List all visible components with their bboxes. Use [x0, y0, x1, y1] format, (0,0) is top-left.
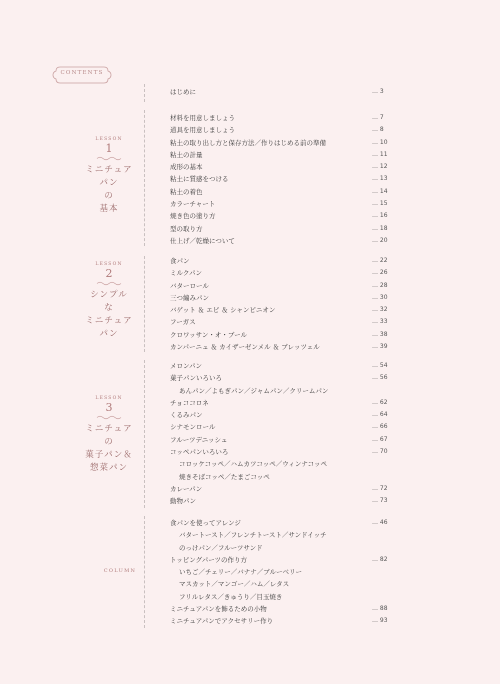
toc-entry-page: … 70 [372, 448, 388, 456]
toc-entry-title: ミニチュアパンを飾るための小物 [170, 605, 267, 614]
toc-entry-page: … 18 [372, 224, 388, 232]
wave-ornament-icon [96, 415, 122, 420]
lesson-title: ミニチュア の 菓子パン＆ 惣菜パン [85, 424, 133, 473]
toc-entry-page: … 66 [372, 423, 388, 431]
toc-subentry[interactable] [170, 542, 390, 554]
toc-intro [170, 86, 390, 98]
toc-entry[interactable] [170, 255, 390, 267]
toc-entry-title: はじめに [170, 88, 196, 96]
toc-entry-title: フリルレタス／きゅうり／目玉焼き [179, 592, 283, 601]
toc-entry-title: コロッケコッペ／ハムカツコッペ／ウィンナコッペ [179, 460, 327, 469]
toc-entry[interactable] [170, 235, 390, 247]
toc-entry-page: … 14 [372, 187, 388, 195]
toc-entry-title: メロンパン [170, 362, 203, 370]
toc-entry-page: … 12 [372, 163, 388, 171]
wave-ornament-icon [96, 281, 122, 286]
toc-entry[interactable] [170, 341, 390, 353]
toc-entry-page: … 13 [372, 175, 388, 183]
toc-entry-title: マスカット／マンゴー／ハム／レタス [179, 580, 290, 589]
toc-entry[interactable] [170, 409, 390, 421]
contents-label: CONTENTS [60, 70, 104, 76]
toc-entry-title: バターロール [170, 281, 209, 290]
toc-entry-page: … 7 [372, 114, 384, 121]
toc-entry-page: … 28 [372, 281, 388, 289]
toc-entry-page: … 67 [372, 435, 388, 443]
toc-entry-page: … 38 [372, 330, 388, 338]
toc-entry-page: … 32 [372, 306, 388, 314]
toc-entry[interactable] [170, 223, 390, 235]
toc-entry-page: … 73 [372, 497, 388, 505]
lesson-number: 1 [105, 142, 113, 155]
toc-entry-page: … 11 [372, 150, 388, 158]
toc-entry-page: … 62 [372, 398, 388, 406]
toc-entry[interactable] [170, 495, 390, 507]
toc-entry-title: シナモンロール [170, 423, 216, 432]
toc-entry-title: あんパン／よもぎパン／ジャムパン／クリームパン [179, 386, 329, 395]
toc-entry-title: 仕上げ／乾燥について [170, 236, 235, 245]
toc-subentry[interactable] [170, 458, 390, 470]
toc-entry-title: 焼き色の塗り方 [170, 212, 216, 221]
toc-entry[interactable] [170, 446, 390, 458]
toc-lesson-2 [170, 255, 390, 353]
toc-entry-page: … 56 [372, 374, 388, 382]
toc-entry[interactable] [170, 124, 390, 136]
toc-entry-page: … 64 [372, 411, 388, 419]
toc-entry[interactable] [170, 137, 390, 149]
column-label: COLUMN [103, 568, 137, 574]
lesson-3-header [74, 396, 144, 475]
separator-lesson-3 [144, 360, 145, 508]
toc-entry[interactable] [170, 86, 390, 98]
toc-entry-title: 粘土の取り出し方と保存方法／作りはじめる前の準備 [170, 138, 326, 147]
lesson-number: 3 [105, 401, 113, 414]
lesson-2-header [74, 262, 144, 341]
toc-entry[interactable] [170, 329, 390, 341]
toc-entry[interactable] [170, 149, 390, 161]
toc-entry[interactable] [170, 186, 390, 198]
toc-subentry[interactable] [170, 385, 390, 397]
toc-entry-page: … 33 [372, 318, 388, 326]
separator-lesson-2 [144, 256, 145, 352]
toc-subentry[interactable] [170, 529, 390, 541]
lesson-1-header [74, 137, 144, 216]
toc-entry[interactable] [170, 280, 390, 292]
toc-entry-page: … 72 [372, 484, 388, 492]
toc-entry[interactable] [170, 161, 390, 173]
toc-entry-page: … 20 [372, 236, 388, 244]
toc-entry-title: 食パン [170, 257, 190, 265]
toc-entry-page: … 93 [372, 617, 388, 625]
toc-entry-page: … 39 [372, 343, 388, 351]
toc-entry-title: コッペパンいろいろ [170, 448, 229, 457]
toc-entry[interactable] [170, 360, 390, 372]
toc-entry-title: バゲット ＆ エピ ＆ シャンピニオン [170, 306, 276, 315]
separator-lesson-1 [144, 110, 145, 246]
lesson-title: シンプル な ミニチュア パン [85, 290, 133, 339]
toc-entry-title: トッピングパーツの作り方 [170, 555, 248, 564]
toc-entry-title: カラーチャート [170, 200, 216, 209]
contents-badge [52, 64, 112, 86]
toc-entry[interactable] [170, 210, 390, 222]
toc-entry[interactable] [170, 372, 390, 384]
toc-entry-title: のっけパン／フルーツサンド [179, 543, 263, 552]
toc-entry-page: … 8 [372, 126, 384, 134]
toc-entry-title: カレーパン [170, 484, 203, 493]
toc-subentry[interactable] [170, 471, 390, 483]
toc-entry-page: … 30 [372, 293, 388, 301]
toc-entry-page: … 3 [372, 88, 384, 95]
toc-entry[interactable] [170, 173, 390, 185]
toc-entry[interactable] [170, 517, 390, 529]
toc-entry-page: … 46 [372, 519, 388, 526]
lesson-label: LESSON [95, 137, 123, 142]
toc-subentry[interactable] [170, 578, 390, 590]
toc-entry[interactable] [170, 421, 390, 433]
toc-entry[interactable] [170, 483, 390, 495]
toc-entry-title: 粘土の計量 [170, 150, 203, 159]
toc-lesson-3 [170, 360, 390, 508]
toc-entry[interactable] [170, 434, 390, 446]
toc-entry-title: カンパーニュ ＆ カイザーゼンメル ＆ ブレッツェル [170, 343, 320, 352]
lesson-label: LESSON [95, 262, 123, 267]
toc-entry-page: … 54 [372, 362, 388, 369]
toc-entry-page: … 88 [372, 605, 388, 613]
toc-entry-page: … 22 [372, 257, 388, 264]
toc-entry[interactable] [170, 554, 390, 566]
separator-intro [144, 84, 145, 102]
toc-lesson-1 [170, 112, 390, 247]
toc-entry-title: 動物パン [170, 497, 196, 506]
toc-entry[interactable] [170, 316, 390, 328]
toc-entry-title: くるみパン [170, 411, 203, 420]
toc-entry-title: 食パンを使ってアレンジ [170, 519, 241, 527]
toc-entry-title: いちご／チェリー／バナナ／ブルーベリー [179, 568, 303, 577]
toc-entry-page: … 26 [372, 269, 388, 277]
toc-entry-title: バタートースト／フレンチトースト／サンドイッチ [179, 531, 327, 540]
toc-entry-title: チョココロネ [170, 398, 209, 407]
toc-entry-title: ミルクパン [170, 269, 202, 278]
toc-entry-title: 材料を用意しましょう [170, 114, 235, 122]
toc-entry[interactable] [170, 267, 390, 279]
toc-column [170, 517, 390, 628]
toc-entry-page: … 16 [372, 212, 388, 220]
toc-entry[interactable] [170, 304, 390, 316]
lesson-number: 2 [105, 267, 113, 280]
wave-ornament-icon [96, 156, 122, 161]
toc-entry-title: フルーツデニッシュ [170, 435, 228, 444]
toc-entry-title: フーガス [170, 318, 196, 327]
toc-entry-title: 粘土に質感をつける [170, 175, 229, 184]
toc-entry-title: 焼きそばコッペ／たまごコッペ [179, 472, 270, 481]
toc-entry-title: 粘土の着色 [170, 187, 203, 196]
lesson-title: ミニチュア パン の 基本 [85, 165, 133, 214]
toc-entry-page: … 15 [372, 200, 388, 208]
lesson-label: LESSON [95, 396, 123, 401]
toc-entry[interactable] [170, 112, 390, 124]
toc-entry[interactable] [170, 292, 390, 304]
toc-subentry[interactable] [170, 591, 390, 603]
toc-entry[interactable] [170, 603, 390, 615]
toc-entry-title: 三つ編みパン [170, 293, 209, 302]
toc-entry-page: … 82 [372, 555, 388, 563]
toc-entry-title: クロワッサン・オ・ブール [170, 330, 248, 339]
toc-subentry[interactable] [170, 566, 390, 578]
toc-entry-title: 型の取り方 [170, 224, 203, 233]
toc-entry[interactable] [170, 615, 390, 627]
toc-entry-page: … 10 [372, 138, 388, 146]
toc-entry-title: 道具を用意しましょう [170, 126, 235, 135]
toc-entry[interactable] [170, 198, 390, 210]
toc-entry[interactable] [170, 397, 390, 409]
toc-entry-title: 菓子パンいろいろ [170, 374, 222, 383]
toc-entry-title: 成形の基本 [170, 163, 203, 172]
toc-entry-title: ミニチュアパンでアクセサリー作り [170, 617, 274, 626]
